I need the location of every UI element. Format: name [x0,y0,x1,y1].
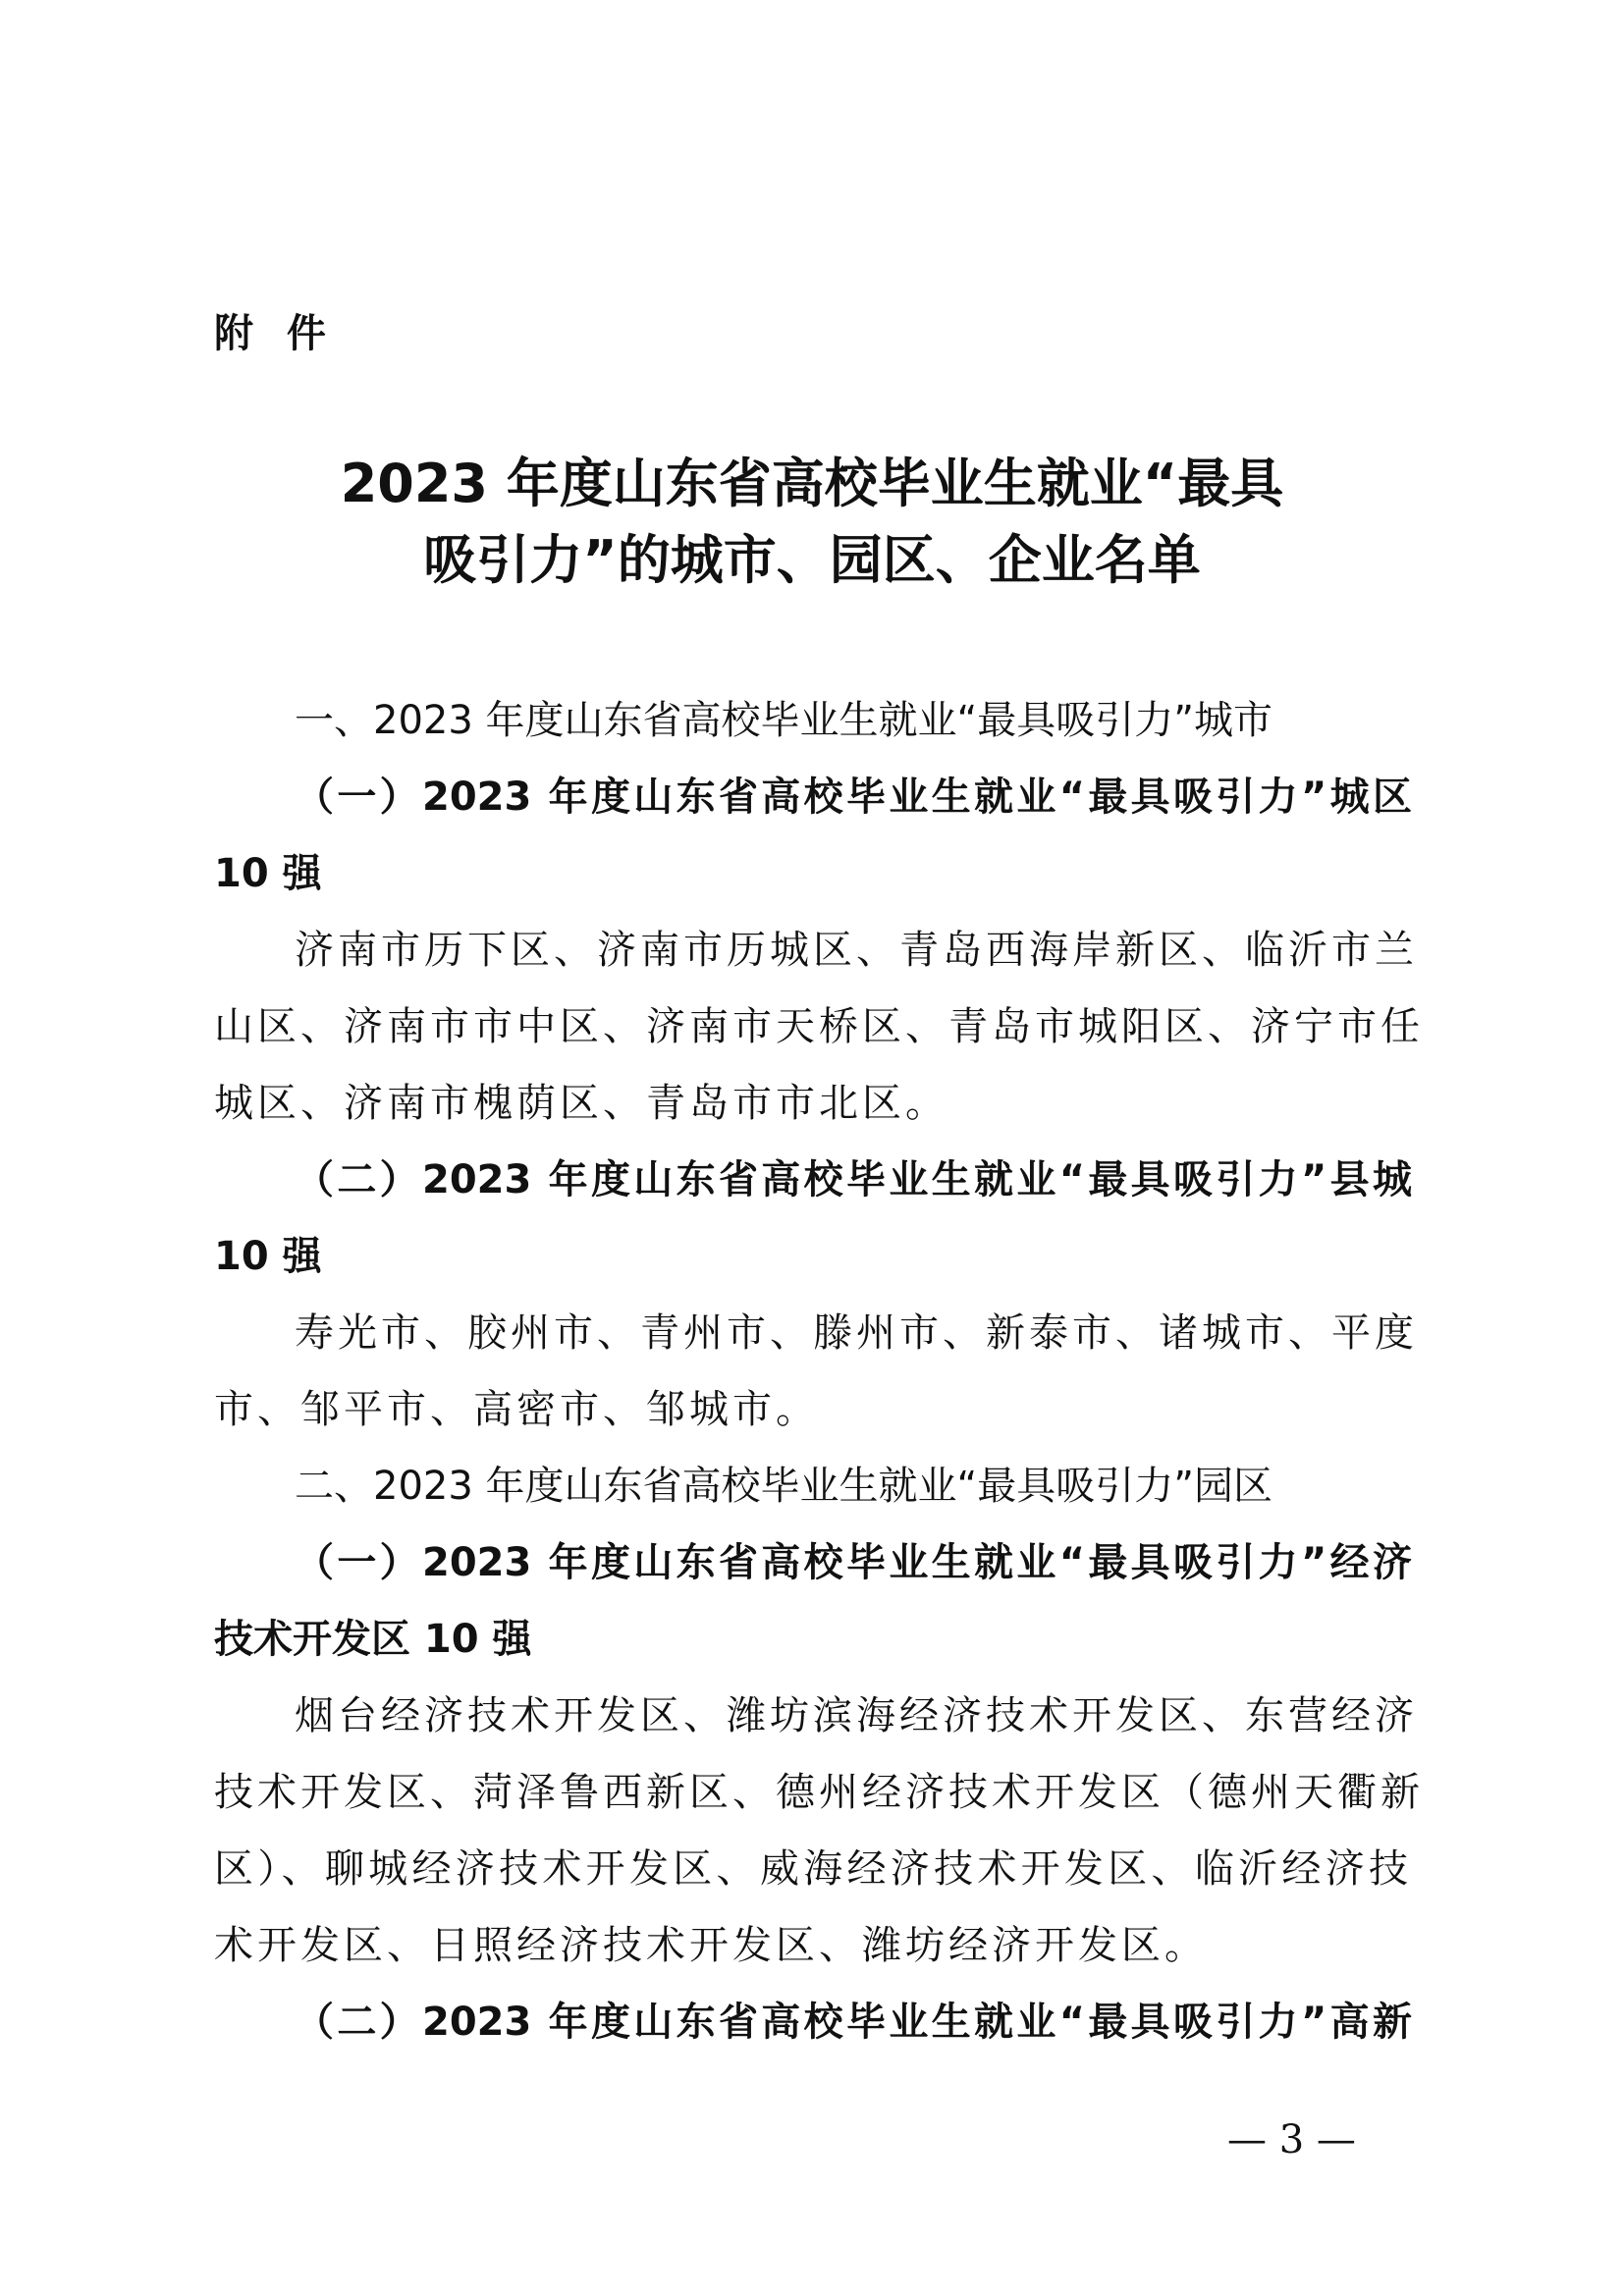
section-2-1-list-line-3: 区）、聊城经济技术开发区、威海经济技术开发区、临沂经济技 [214,1846,1412,1892]
section-1-1-list-line-1: 济南市历下区、济南市历城区、青岛西海岸新区、临沂市兰 [295,928,1418,973]
section-1-2-list-line-2: 市、邹平市、高密市、邹城市。 [214,1387,819,1432]
attachment-label: 附 件 [214,311,336,356]
document-title-line-2: 吸引力”的城市、园区、企业名单 [423,529,1201,591]
section-1-2-heading-line-1: （二）2023 年度山东省高校毕业生就业“最具吸引力”县城 [295,1157,1412,1202]
section-2-2-heading-line-1: （二）2023 年度山东省高校毕业生就业“最具吸引力”高新 [295,2000,1412,2045]
section-2-1-list-line-4: 术开发区、日照经济技术开发区、潍坊经济开发区。 [214,1923,1208,1968]
section-2-1-list-line-2: 技术开发区、菏泽鲁西新区、德州经济技术开发区（德州天衢新 [214,1770,1424,1815]
section-1-2-list-line-1: 寿光市、胶州市、青州市、滕州市、新泰市、诸城市、平度 [295,1310,1418,1356]
section-1-1-heading-line-2: 10 强 [214,851,322,896]
section-1-2-heading-line-2: 10 强 [214,1234,322,1279]
section-2-1-heading-line-1: （一）2023 年度山东省高校毕业生就业“最具吸引力”经济 [295,1540,1412,1585]
section-2-1-heading-line-2: 技术开发区 10 强 [214,1617,532,1662]
section-1-1-list-line-3: 城区、济南市槐荫区、青岛市市北区。 [214,1081,948,1126]
section-1-1-list-line-2: 山区、济南市市中区、济南市天桥区、青岛市城阳区、济宁市任 [214,1004,1424,1049]
section-1-heading: 一、2023 年度山东省高校毕业生就业“最具吸引力”城市 [295,698,1272,743]
document-title-line-1: 2023 年度山东省高校毕业生就业“最具 [340,453,1284,514]
section-2-1-list-line-1: 烟台经济技术开发区、潍坊滨海经济技术开发区、东营经济 [295,1693,1418,1738]
page-number: — 3 — [1227,2117,1356,2163]
section-1-1-heading-line-1: （一）2023 年度山东省高校毕业生就业“最具吸引力”城区 [295,774,1412,820]
section-2-heading: 二、2023 年度山东省高校毕业生就业“最具吸引力”园区 [295,1464,1272,1509]
